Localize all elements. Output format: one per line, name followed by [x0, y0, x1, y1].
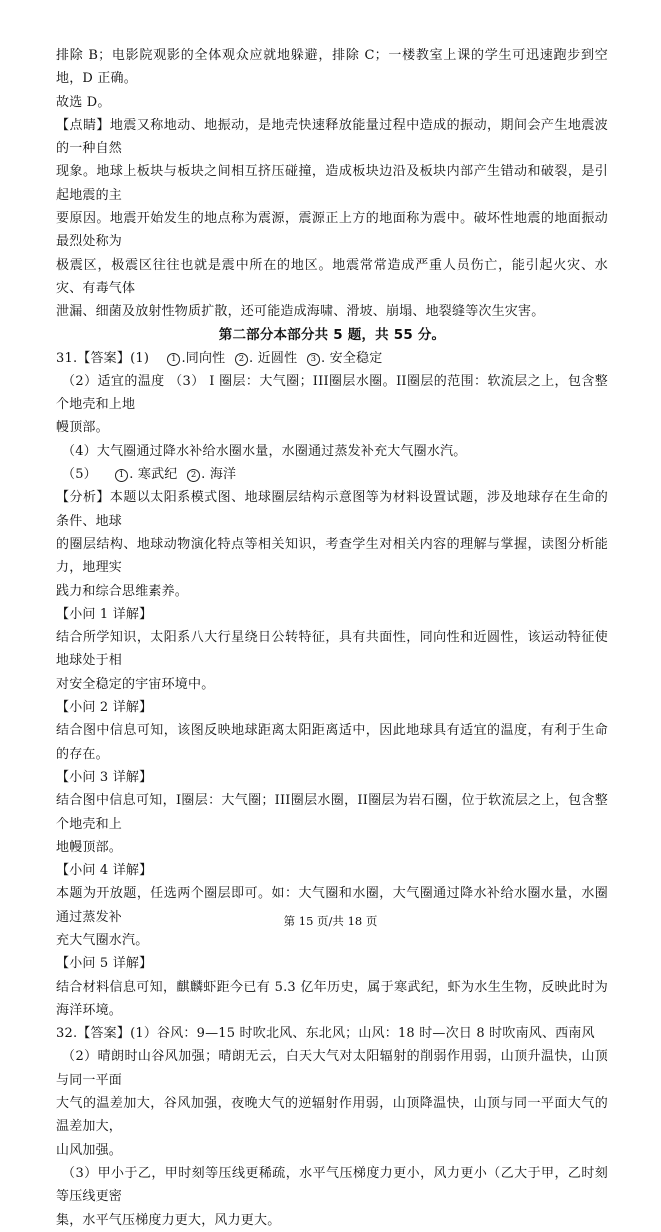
- subq-4-line-2: 充大气圈水汽。: [56, 932, 149, 948]
- subq-1-heading: 【小问 1 详解】: [56, 606, 153, 622]
- subq-5-line-1: 结合材料信息可知，麒麟虾距今已有 5.3 亿年历史，属于寒武纪，虾为水生生物，反映此时为海洋环境。: [56, 979, 608, 1018]
- answer-item: . 寒武纪: [129, 467, 178, 483]
- q32-line-1: 32.【答案】(1）谷风：9—15 时吹北风、东北风；山风：18 时—次日 8 时吹南风、西南风: [56, 1026, 595, 1042]
- page-footer: 第 15 页/共 18 页: [283, 914, 378, 928]
- q31-answer-line-1: [56, 347, 608, 370]
- q31-answer-label: 31.【答案】(1): [56, 350, 150, 366]
- subq-3-line-1: 结合图中信息可知，I圈层：大气圈；III圈层水圈，II圈层为岩石圈，位于软流层之上，包含整个地壳和上: [56, 793, 608, 832]
- q32-line-4: 山风加强。: [56, 1142, 123, 1158]
- q32-line-2: （2）晴朗时山谷风加强；晴朗无云，白天大气对太阳辐射的削弱作用弱，山顶升温快，山顶与同一平面: [56, 1049, 608, 1088]
- circled-number: 2: [235, 353, 248, 366]
- answer-item: .同向性: [181, 350, 226, 366]
- subq-2-heading: 【小问 2 详解】: [56, 700, 153, 716]
- subq-5-heading: 【小问 5 详解】: [56, 956, 153, 972]
- dianjing-line-2: 现象。地球上板块与板块之间相互挤压碰撞，造成板块边沿及板块内部产生错动和破裂，是引起地震的主: [56, 164, 608, 203]
- q31-answer-line-5: [56, 463, 608, 486]
- dianjing-line-1: 【点睛】地震又称地动、地振动，是地壳快速释放能量过程中造成的振动，期间会产生地震波的一种自然: [56, 117, 608, 157]
- answer-item: . 海洋: [201, 467, 237, 483]
- analysis-line-1: 【分析】本题以太阳系模式图、地球圈层结构示意图等为材料设置试题，涉及地球存在生命的条件、地球: [56, 490, 608, 529]
- q31-answer5-label: （5）: [62, 467, 97, 483]
- circled-number: 2: [187, 469, 200, 482]
- section-title: 第二部分本部分共 5 题，共 55 分。: [218, 326, 446, 343]
- q32-line-6: 集，水平气压梯度力更大，风力更大。: [56, 1212, 281, 1228]
- subq-1-line-2: 对安全稳定的宇宙环境中。: [56, 676, 215, 692]
- circled-number: 1: [115, 469, 128, 482]
- page-content: [56, 44, 608, 1232]
- intro-line-2: 故选 D。: [56, 94, 111, 110]
- q31-answer-line-2: （2）适宜的温度 （3） I 圈层：大气圈；III圈层水圈。II圈层的范围：软流层之上，包含整个地壳和上地: [56, 373, 608, 413]
- dianjing-line-3: 要原因。地震开始发生的地点称为震源，震源正上方的地面称为震中。破坏性地震的地面振动最烈处称为: [56, 211, 608, 250]
- q31-answer-line-4: （4）大气圈通过降水补给水圈水量，水圈通过蒸发补充大气圈水汽。: [62, 443, 467, 459]
- subq-4-heading: 【小问 4 详解】: [56, 863, 153, 879]
- answer-item: . 安全稳定: [320, 350, 383, 366]
- q32-line-5: （3）甲小于乙，甲时刻等压线更稀疏，水平气压梯度力更小，风力更小（乙大于甲，乙时刻等压线更密: [56, 1165, 608, 1205]
- subq-3-heading: 【小问 3 详解】: [56, 769, 153, 785]
- subq-4-line-1: 本题为开放题，任选两个圈层即可。如：大气圈和水圈，大气圈通过降水补给水圈水量，水圈通过蒸发补: [56, 886, 608, 925]
- analysis-line-3: 践力和综合思维素养。: [56, 583, 189, 599]
- intro-line-1: 排除 B；电影院观影的全体观众应就地躲避，排除 C；一楼教室上课的学生可迅速跑步到空地，D 正确。: [56, 48, 608, 87]
- dianjing-line-5: 泄漏、细菌及放射性物质扩散，还可能造成海啸、滑坡、崩塌、地裂缝等次生灾害。: [56, 304, 545, 320]
- analysis-line-2: 的圈层结构、地球动物演化特点等相关知识，考查学生对相关内容的理解与掌握，读图分析能力，地理实: [56, 536, 608, 576]
- q31-answer-line-3: 幔顶部。: [56, 420, 109, 436]
- circled-number: 3: [307, 353, 320, 366]
- subq-3-line-2: 地幔顶部。: [56, 839, 123, 855]
- dianjing-line-4: 极震区，极震区往往也就是震中所在的地区。地震常常造成严重人员伤亡，能引起火灾、水灾、有毒气体: [56, 257, 608, 296]
- answer-item: . 近圆性: [249, 350, 298, 366]
- q32-line-3: 大气的温差加大，谷风加强，夜晚大气的逆辐射作用弱，山顶降温快，山顶与同一平面大气的温差加大，: [56, 1096, 608, 1135]
- subq-1-line-1: 结合所学知识，太阳系八大行星绕日公转特征，具有共面性，同向性和近圆性，该运动特征使地球处于相: [56, 630, 608, 669]
- circled-number: 1: [167, 353, 180, 366]
- subq-2-line-1: 结合图中信息可知，该图反映地球距离太阳距离适中，因此地球具有适宜的温度，有利于生命的存在。: [56, 723, 608, 762]
